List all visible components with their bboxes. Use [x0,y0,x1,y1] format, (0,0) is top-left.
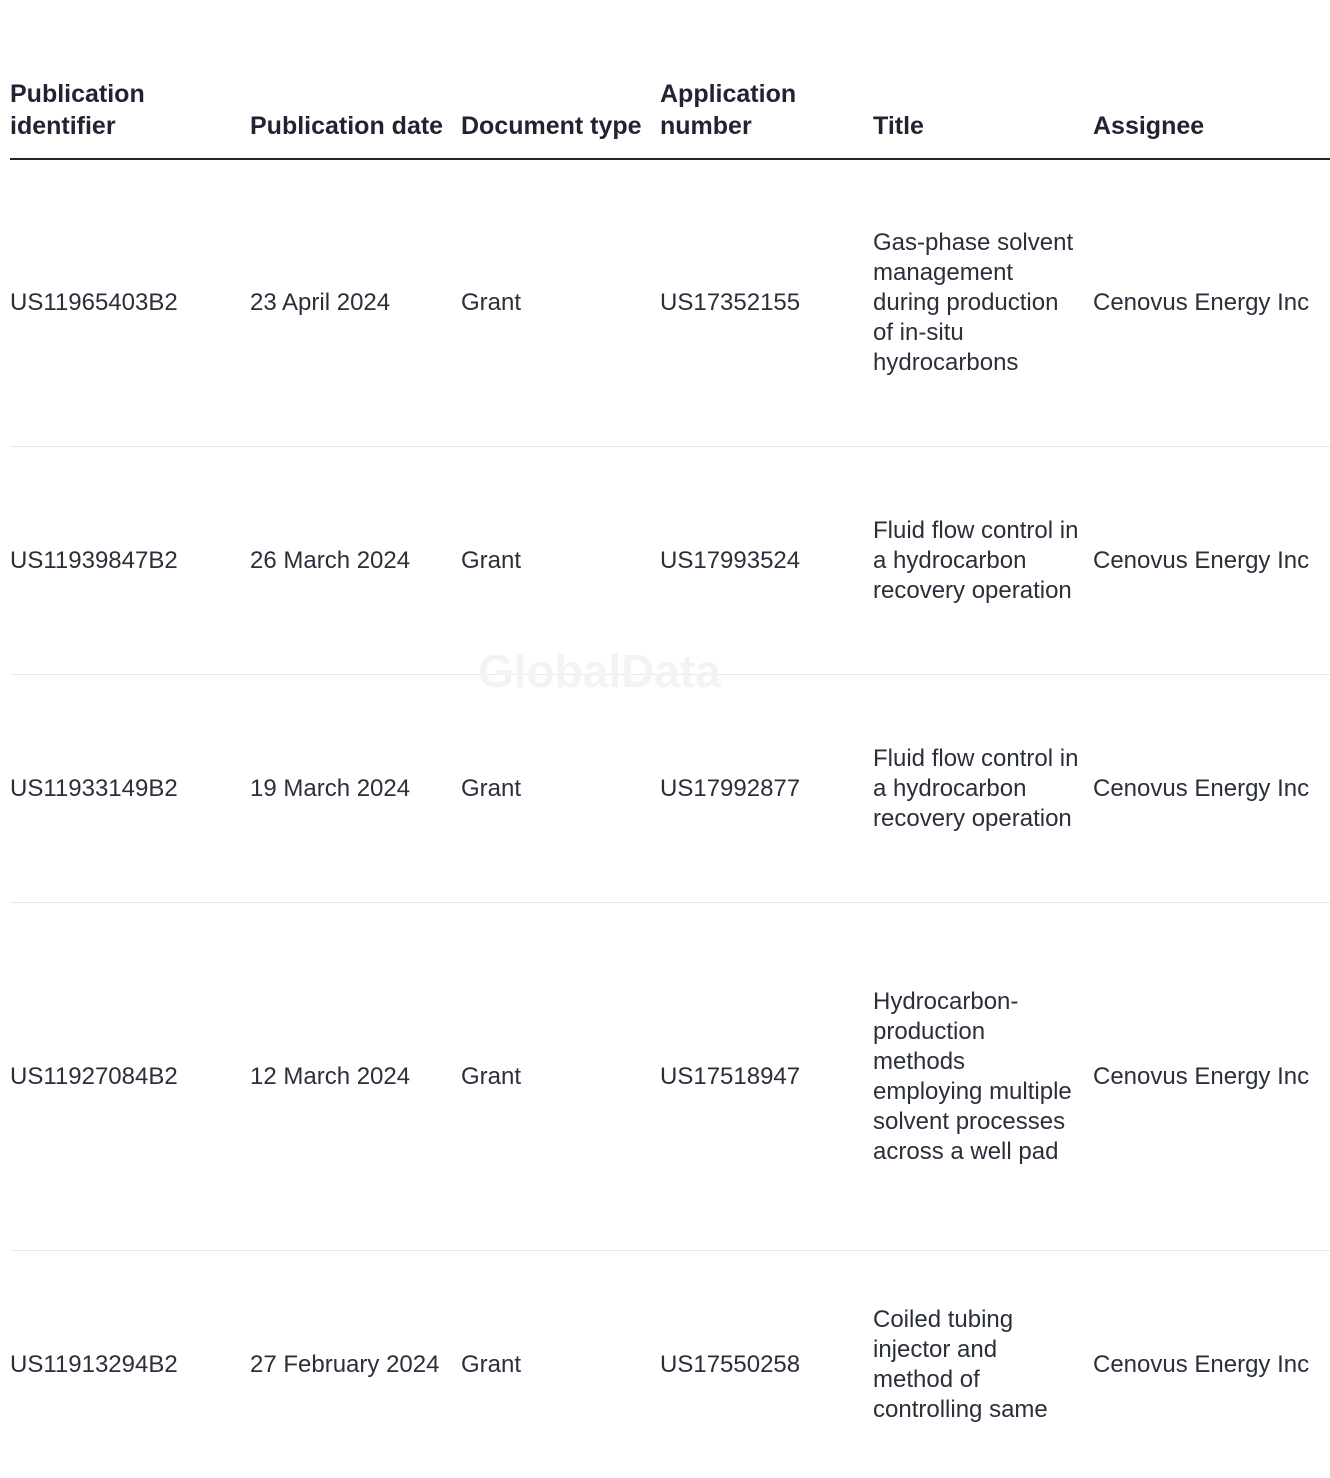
header-publication-date: Publication date [250,78,461,159]
publication-date-cell: 12 March 2024 [250,903,461,1251]
document-type-cell: Grant [461,159,660,447]
header-application-number: Application number [660,78,873,159]
table-row [10,903,1330,1251]
title-cell: Fluid flow control in a hydrocarbon recovery operation [873,447,1093,675]
patents-table [10,78,1330,1478]
header-publication-identifier: Publication identifier [10,78,250,159]
table-body [10,159,1330,1478]
assignee-cell: Cenovus Energy Inc [1093,903,1330,1251]
assignee-cell: Cenovus Energy Inc [1093,675,1330,903]
application-number-cell: US17550258 [660,1251,873,1478]
assignee-cell: Cenovus Energy Inc [1093,1251,1330,1478]
title-cell: Fluid flow control in a hydrocarbon recovery operation [873,675,1093,903]
header-assignee: Assignee [1093,78,1330,159]
watermark: GlobalData [478,644,721,698]
title-cell: Coiled tubing injector and method of controlling same [873,1251,1093,1478]
document-type-cell: Grant [461,675,660,903]
table-row [10,159,1330,447]
header-document-type: Document type [461,78,660,159]
document-type-cell: Grant [461,447,660,675]
publication-identifier-cell: US11965403B2 [10,159,250,447]
title-cell: Hydrocarbon-production methods employing multiple solvent processes across a well pad [873,903,1093,1251]
publication-date-cell: 23 April 2024 [250,159,461,447]
document-type-cell: Grant [461,903,660,1251]
application-number-cell: US17992877 [660,675,873,903]
publication-identifier-cell: US11939847B2 [10,447,250,675]
application-number-cell: US17352155 [660,159,873,447]
publication-date-cell: 19 March 2024 [250,675,461,903]
publication-identifier-cell: US11927084B2 [10,903,250,1251]
title-cell: Gas-phase solvent management during production of in-situ hydrocarbons [873,159,1093,447]
header-title: Title [873,78,1093,159]
publication-date-cell: 27 February 2024 [250,1251,461,1478]
table-row [10,675,1330,903]
table-row [10,447,1330,675]
patents-table-container [10,0,1210,1340]
header-row [10,78,1330,159]
document-type-cell: Grant [461,1251,660,1478]
table-row [10,1251,1330,1478]
publication-identifier-cell: US11933149B2 [10,675,250,903]
assignee-cell: Cenovus Energy Inc [1093,447,1330,675]
assignee-cell: Cenovus Energy Inc [1093,159,1330,447]
table-header [10,78,1330,159]
application-number-cell: US17993524 [660,447,873,675]
publication-identifier-cell: US11913294B2 [10,1251,250,1478]
publication-date-cell: 26 March 2024 [250,447,461,675]
application-number-cell: US17518947 [660,903,873,1251]
